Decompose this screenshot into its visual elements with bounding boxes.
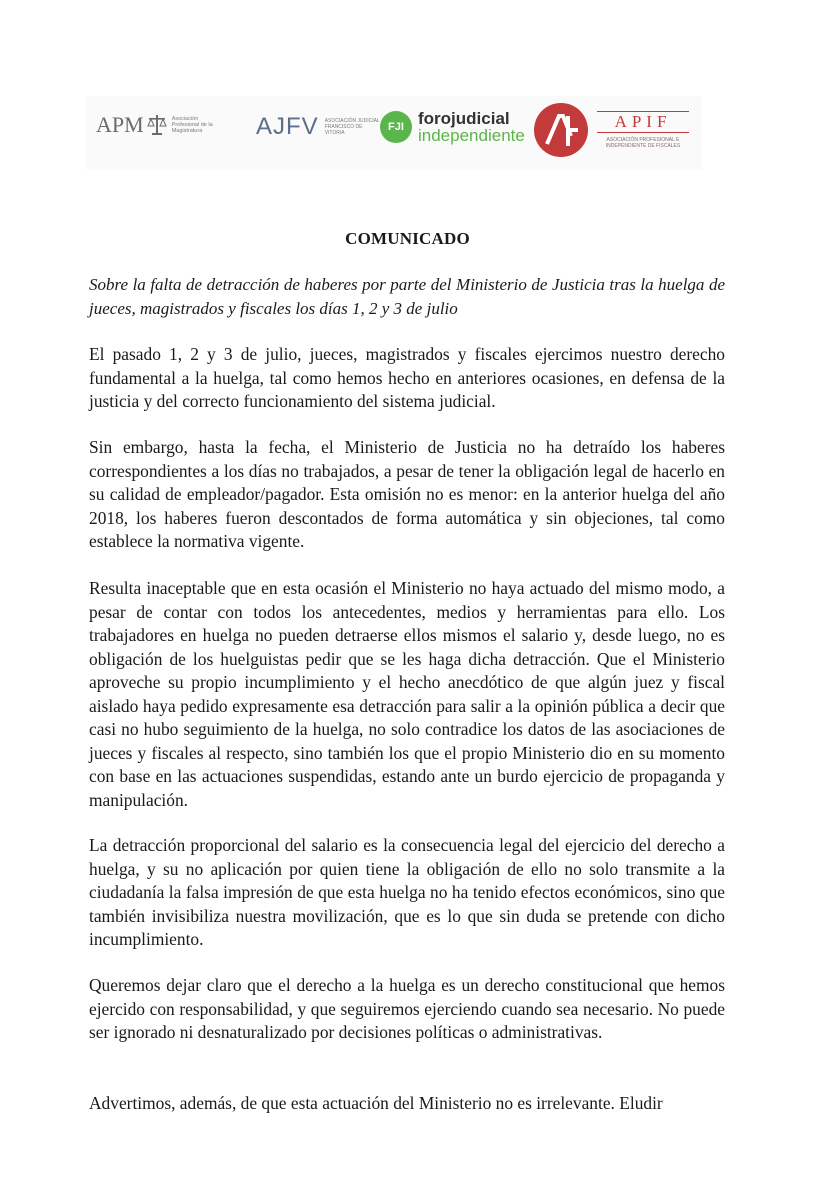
fji-logo <box>380 110 525 144</box>
apm-logo-text: APM <box>96 112 144 137</box>
paragraph-1: El pasado 1, 2 y 3 de julio, jueces, magistrados y fiscales ejercimos nuestro derecho fundamental a la huelga, tal como hemos hecho en anteriores ocasiones, en defensa de la justicia y del correcto funcionamiento del sistema judicial. <box>89 344 725 411</box>
apm-logo <box>96 112 222 138</box>
paragraph-3: Resulta inaceptable que en esta ocasión el Ministerio no haya actuado del mismo modo, a pesar de contar con todos los antecedentes, medios y herramientas para ello. Los trabajadores en huelga no pueden detraerse ellos mismos el salario y, desde luego, no es obligación de los huelguistas pedir que se les haga dicha detracción. Que el Ministerio aproveche su propio incumplimiento y el hecho anecdótico de que algún juez y fiscal aislado haya pedido expresamente esa detracción para salir a la opinión pública a decir que casi no hubo seguimiento de la huelga, no solo contradice los datos de las asociaciones de jueces y fiscales al respecto, sino también los que el propio Ministerio dio en su momento con base en las actuaciones suspendidas, estando ante un burdo ejercicio de propaganda y manipulación. <box>89 578 725 810</box>
fji-logo-text <box>418 110 525 144</box>
ajfv-logo-text: AJFV <box>256 113 319 140</box>
fji-badge-icon: FJI <box>380 111 412 143</box>
scales-of-justice-icon <box>146 113 168 137</box>
paragraph-5: Queremos dejar claro que el derecho a la huelga es un derecho constitucional que hemos ejercido con responsabilidad, y que seguiremos ejerciendo cuando sea necesario. No puede ser ignorado ni desnaturalizado por decisiones políticas o administrativas. <box>89 975 725 1042</box>
apif-logo <box>533 102 689 158</box>
apif-logo-text-block <box>597 111 689 149</box>
paragraph-6: Advertimos, además, de que esta actuación del Ministerio no es irrelevante. Eludir <box>89 1093 663 1113</box>
apif-emblem-icon <box>533 102 589 158</box>
ajfv-logo <box>256 113 381 141</box>
apif-logo-text: APIF <box>597 111 689 133</box>
ajfv-logo-subtitle: ASOCIACIÓN JUDICIAL FRANCISCO DE VITORIA <box>324 118 380 136</box>
document-title: COMUNICADO <box>345 229 470 248</box>
fji-logo-line1: forojudicial <box>418 109 510 128</box>
document-subtitle: Sobre la falta de detracción de haberes por parte del Ministerio de Justicia tras la huelga de jueces, magistrados y fiscales los días 1, 2 y 3 de julio <box>89 275 725 318</box>
paragraph-4: La detracción proporcional del salario es la consecuencia legal del ejercicio del derecho a huelga, y su no aplicación por quien tiene la obligación de ello no solo transmite a la ciudadanía la falsa impresión de que esta huelga no ha tenido efectos económicos, sino que también invisibiliza nuestra movilización, que es lo que sin duda se pretende con dicho incumplimiento. <box>89 835 725 949</box>
paragraph-2: Sin embargo, hasta la fecha, el Ministerio de Justicia no ha detraído los haberes correspondientes a los días no trabajados, a pesar de tener la obligación legal de hacerlo en su calidad de empleador/pagador. Esta omisión no es menor: en la anterior huelga del año 2018, los haberes fueron descontados de forma automática y sin objeciones, tal como establece la normativa vigente. <box>89 437 725 551</box>
fji-logo-line2: independiente <box>418 126 525 145</box>
apm-logo-subtitle: Asociación Profesional de la Magistratura <box>171 116 213 134</box>
apif-logo-subtitle: ASOCIACIÓN PROFESIONAL E INDEPENDIENTE DE FISCALES <box>605 137 681 149</box>
